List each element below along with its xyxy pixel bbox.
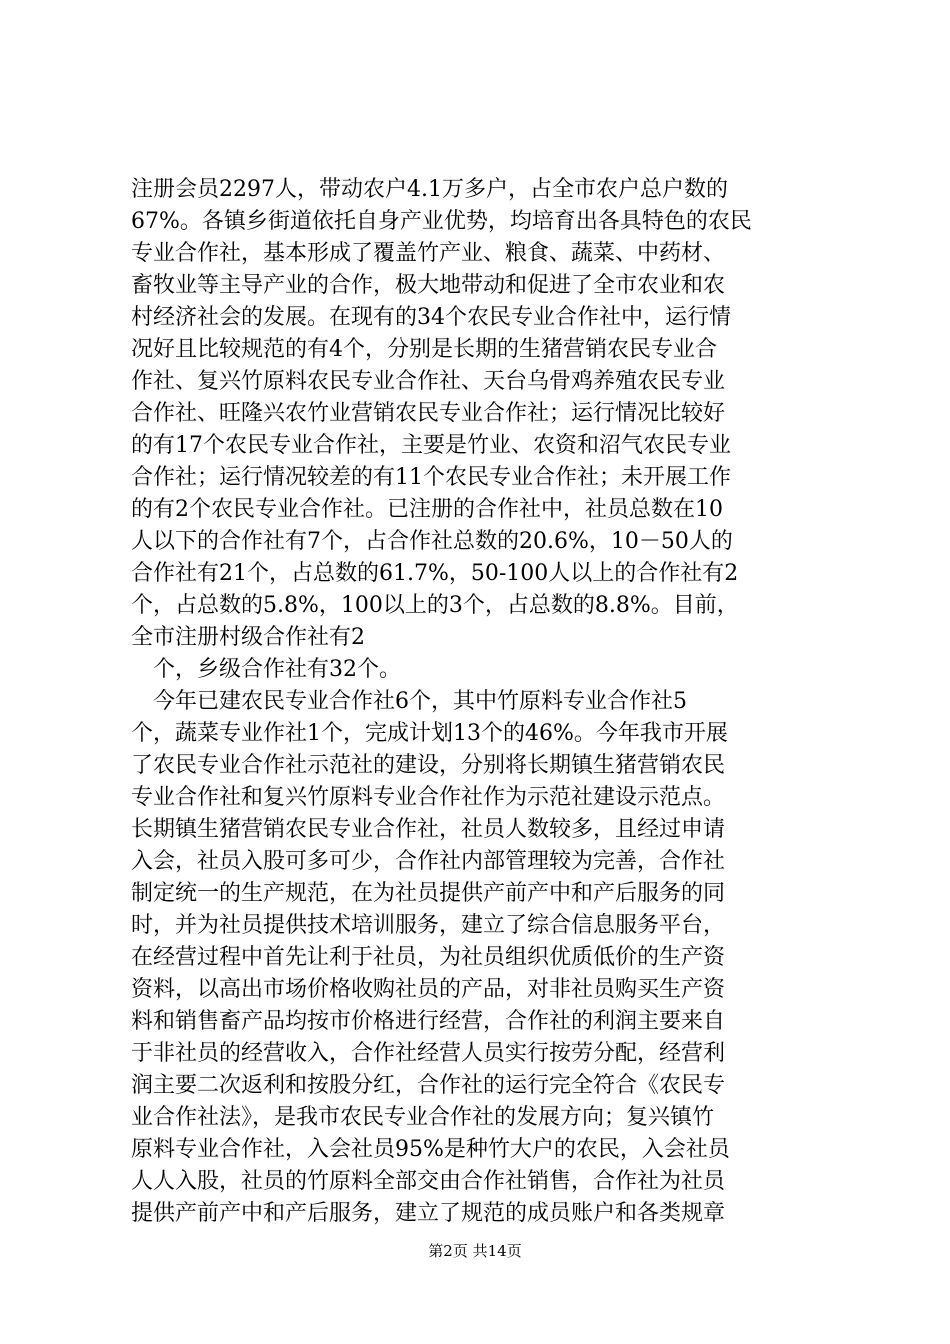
text-line: 业合作社法》，是我市农民专业合作社的发展方向；复兴镇竹 bbox=[131, 1105, 715, 1130]
text-line: 的有17个农民专业合作社，主要是竹业、农资和沼气农民专业 bbox=[131, 433, 731, 458]
text-line: 合作社、旺隆兴农竹业营销农民专业合作社；运行情况比较好 bbox=[131, 401, 726, 426]
text-line: 合作社；运行情况较差的有11个农民专业合作社；未开展工作 bbox=[131, 465, 731, 490]
text-line: 个，蔬菜专业作社1个，完成计划13个的46%。今年我市开展 bbox=[131, 721, 728, 746]
text-line: 村经济社会的发展。在现有的34个农民专业合作社中，运行情 bbox=[131, 305, 731, 330]
text-line: 了农民专业合作社示范社的建设，分别将长期镇生猪营销农民 bbox=[131, 753, 726, 778]
text-line: 专业合作社，基本形成了覆盖竹产业、粮食、蔬菜、中药材、 bbox=[131, 241, 726, 266]
text-line: 个，占总数的5.8%，100以上的3个，占总数的8.8%。目前， bbox=[131, 593, 739, 618]
text-line: 时，并为社员提供技术培训服务，建立了综合信息服务平台， bbox=[131, 913, 726, 938]
text-line: 今年已建农民专业合作社6个，其中竹原料专业合作社5 bbox=[131, 689, 687, 714]
text-line: 个，乡级合作社有32个。 bbox=[131, 657, 401, 682]
text-line: 专业合作社和复兴竹原料专业合作社作为示范社建设示范点。 bbox=[131, 785, 726, 810]
text-line: 润主要二次返利和按股分红，合作社的运行完全符合《农民专 bbox=[131, 1073, 726, 1098]
text-line: 于非社员的经营收入，合作社经营人员实行按劳分配，经营利 bbox=[131, 1041, 726, 1066]
text-line: 全市注册村级合作社有2 bbox=[131, 625, 365, 650]
text-line: 料和销售畜产品均按市价格进行经营，合作社的利润主要来自 bbox=[131, 1009, 726, 1034]
text-line: 作社、复兴竹原料农民专业合作社、天台乌骨鸡养殖农民专业 bbox=[131, 369, 726, 394]
text-line: 注册会员2297人，带动农户4.1万多户，占全市农户总户数的 bbox=[131, 177, 728, 202]
text-line: 资料，以高出市场价格收购社员的产品，对非社员购买生产资 bbox=[131, 977, 726, 1002]
page-footer: 第2页 共14页 bbox=[428, 1242, 522, 1260]
text-line: 原料专业合作社，入会社员95%是种竹大户的农民，入会社员 bbox=[131, 1137, 730, 1162]
text-line: 的有2个农民专业合作社。已注册的合作社中，社员总数在10 bbox=[131, 497, 723, 522]
text-line: 合作社有21个，占总数的61.7%，50-100人以上的合作社有2 bbox=[131, 561, 739, 586]
text-line: 况好且比较规范的有4个，分别是长期的生猪营销农民专业合 bbox=[131, 337, 717, 362]
text-line: 入会，社员入股可多可少，合作社内部管理较为完善，合作社 bbox=[131, 849, 726, 874]
text-line: 67%。各镇乡街道依托自身产业优势，均培育出各具特色的农民 bbox=[131, 209, 752, 234]
text-line: 人以下的合作社有7个，占合作社总数的20.6%，10－50人的 bbox=[131, 529, 733, 554]
text-line: 提供产前产中和产后服务，建立了规范的成员账户和各类规章 bbox=[131, 1201, 726, 1226]
text-line: 人人入股，社员的竹原料全部交由合作社销售，合作社为社员 bbox=[131, 1169, 726, 1194]
text-line: 长期镇生猪营销农民专业合作社，社员人数较多，且经过申请 bbox=[131, 817, 726, 842]
text-line: 制定统一的生产规范，在为社员提供产前产中和产后服务的同 bbox=[131, 881, 726, 906]
text-line: 畜牧业等主导产业的合作，极大地带动和促进了全市农业和农 bbox=[131, 273, 726, 298]
body-text bbox=[131, 174, 831, 1230]
text-line: 在经营过程中首先让利于社员，为社员组织优质低价的生产资 bbox=[131, 945, 726, 970]
